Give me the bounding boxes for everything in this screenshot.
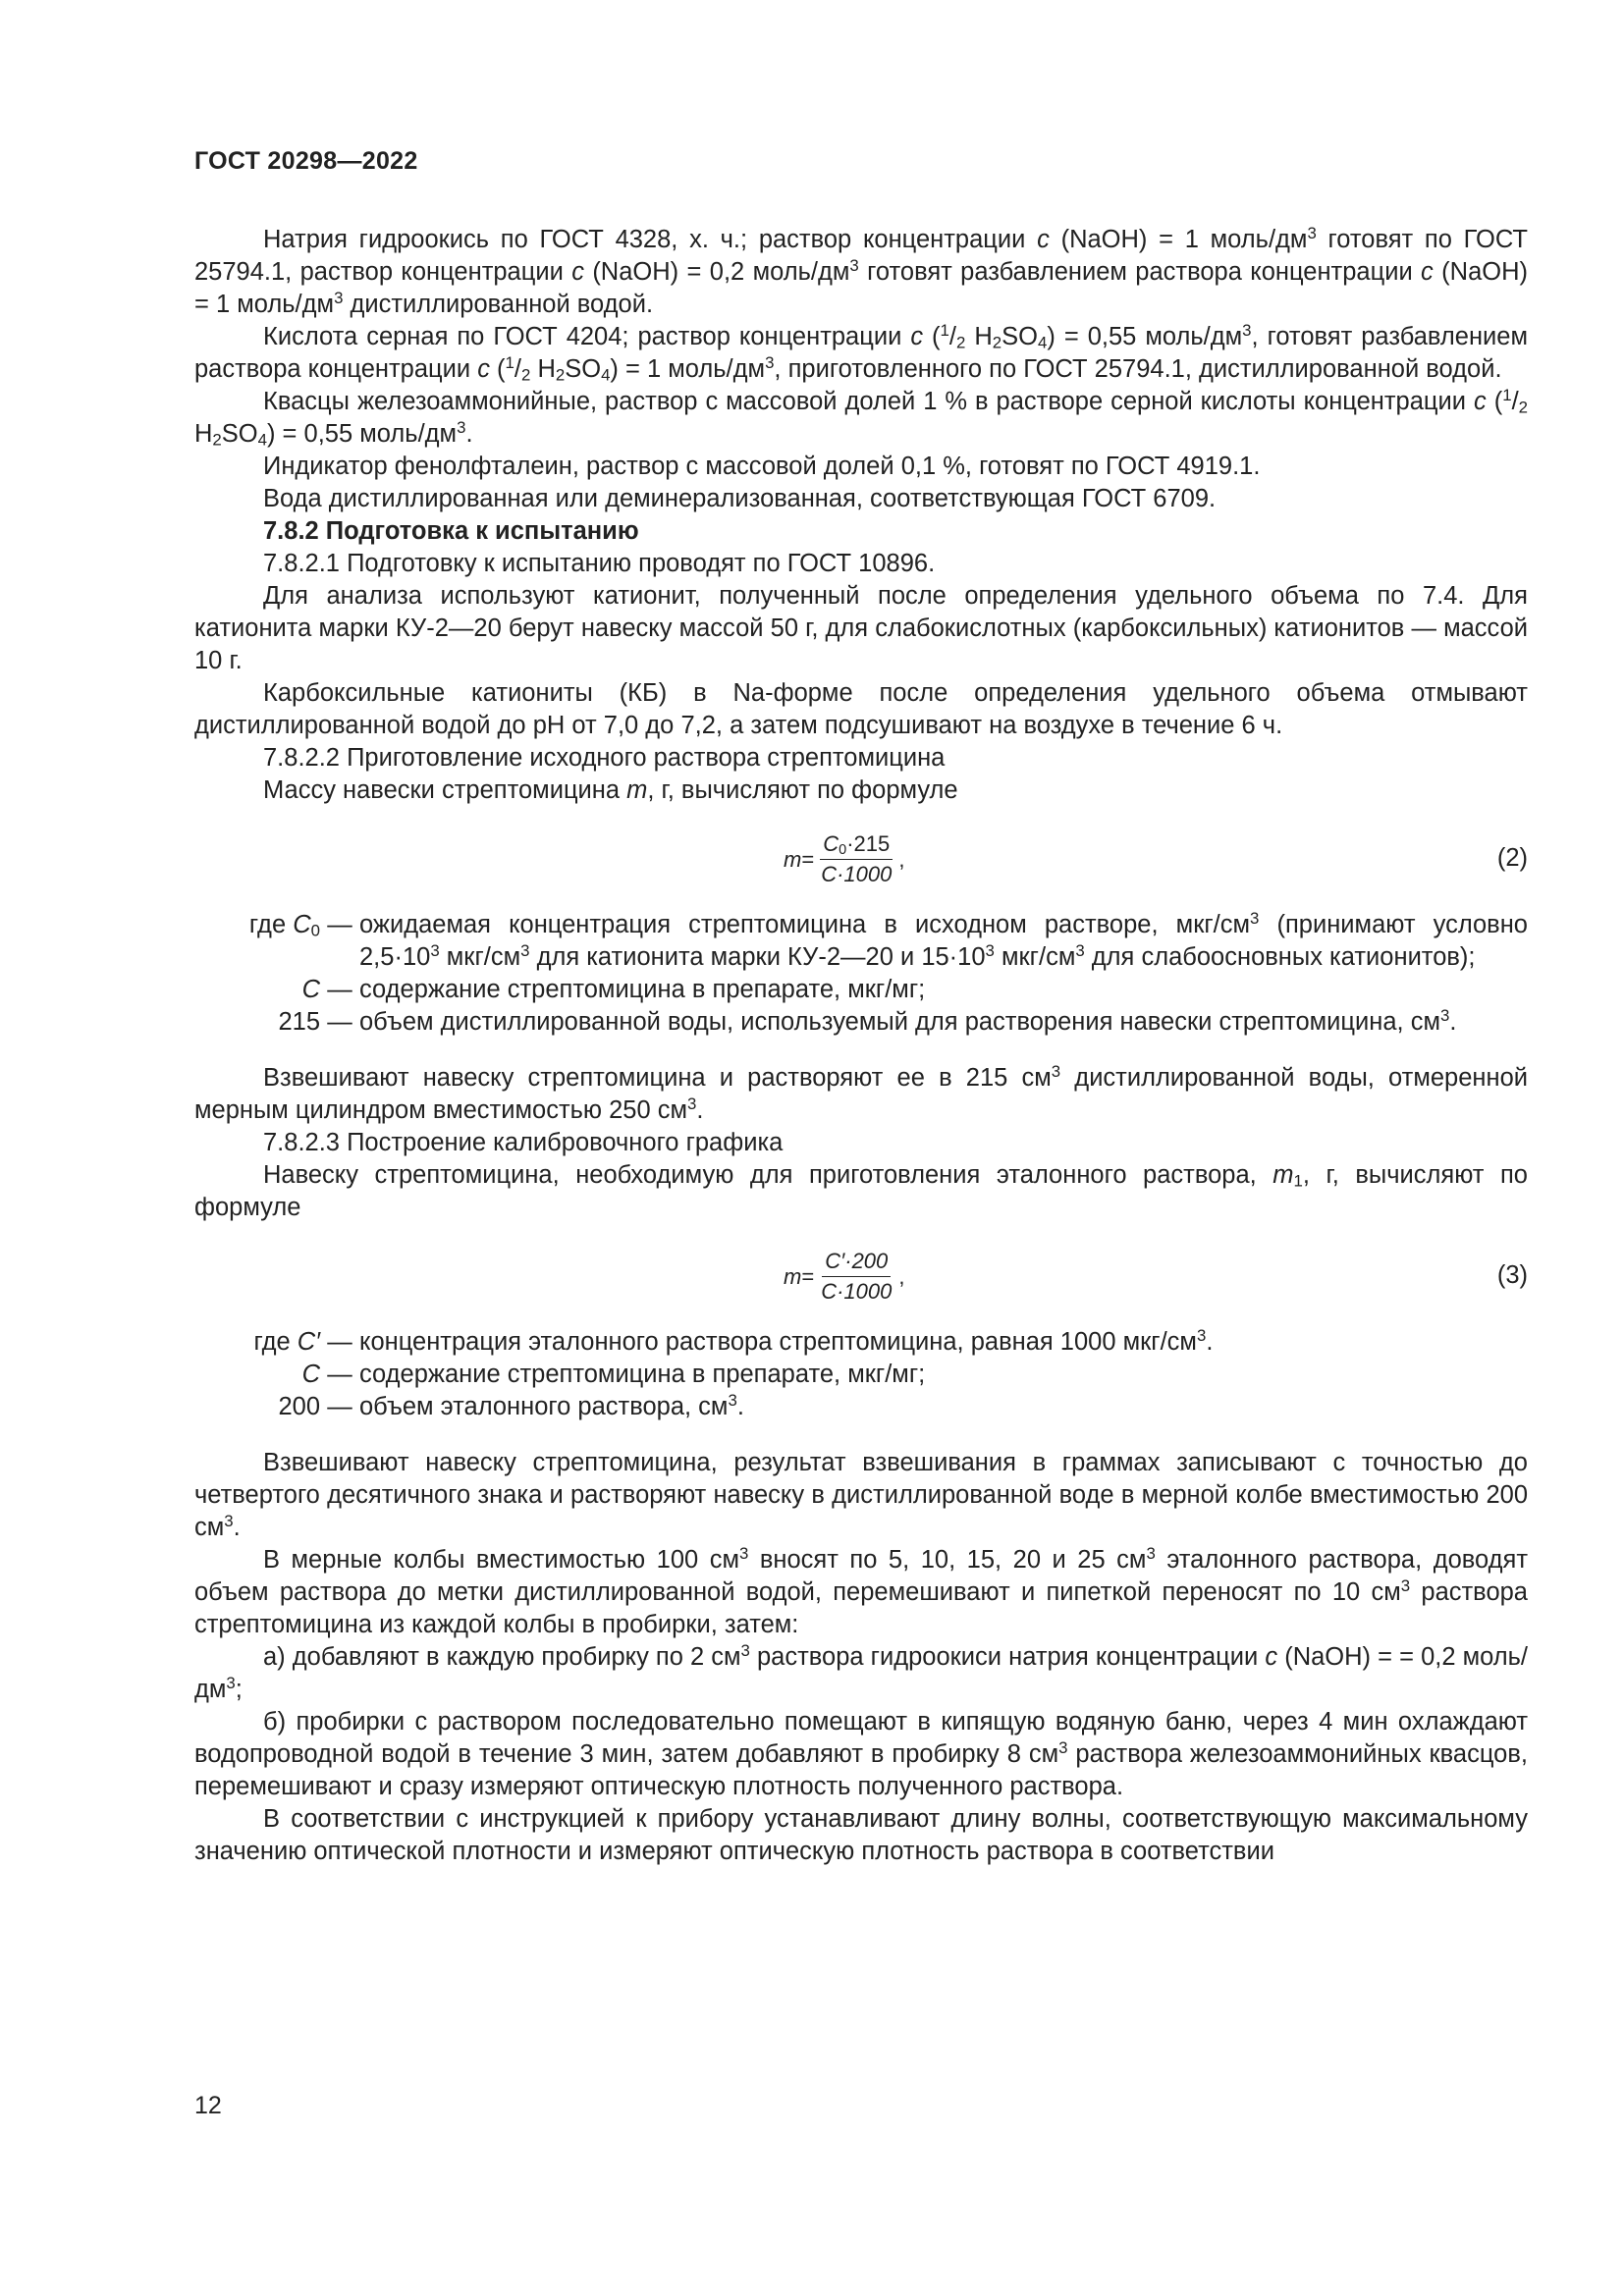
section-heading-7-8-2: 7.8.2 Подготовка к испытанию — [263, 517, 639, 545]
paragraph-etalon-formula-intro: Навеску стрептомицина, необходимую для приготовления эталонного раствора, $m_1$, г, вычисляют по формуле — [194, 1161, 1528, 1221]
document-body — [194, 224, 1528, 1868]
paragraph-water: Вода дистиллированная или деминерализованная, соответствующая ГОСТ 6709. — [263, 485, 1217, 512]
formula-2 — [194, 825, 1528, 893]
formula-3-expression: m = $\frac{C'\cdot 200}{C\cdot 1000}$ , — [784, 1248, 905, 1304]
legend-row-c0: где $C_0$ — ожидаемая концентрация стрептомицина в исходном растворе, мкг/$см^3$ (принимают условно $2,5\cdot 10^3$ мкг/$см^3$ для катионита марки КУ-2—20 и $15\cdot 10^3$ мкг/$см^3$ для слабоосновных катионитов); — [248, 908, 1528, 971]
formula-3 — [194, 1242, 1528, 1310]
paragraph-alum: Квасцы железоаммонийные, раствор с массовой долей 1 % в растворе серной кислоты концентрации с ($^1/_2$ $H_2SO_4) = 0,55$ моль/$дм^3$. — [194, 385, 1529, 450]
legend-row-c: C — содержание стрептомицина в препарате, мкг/мг; — [301, 976, 926, 1003]
paragraph-phenolphthalein: Индикатор фенолфталеин, раствор с массовой долей 0,1 %, готовят по ГОСТ 4919.1. — [263, 453, 1261, 480]
formula-2-legend — [194, 909, 1528, 1039]
paragraph-weigh-record: Взвешивают навеску стрептомицина, результат взвешивания в граммах записывают с точностью до четвертого десятичного знака и растворяют навеску в дистиллированной воде в мерной колбе вместимостью 200 $см^3$. — [194, 1449, 1528, 1541]
page-header-title: ГОСТ 20298—2022 — [194, 147, 418, 175]
formula-3-fraction: $\frac{C'\cdot 200}{C\cdot 1000}$ — [821, 1248, 893, 1304]
paragraph-step-b: б) пробирки с раствором последовательно помещают в кипящую водяную баню, через 4 мин охлаждают водопроводной водой в течение 3 мин, затем добавляют в пробирку 8 $см^3$ раствора железоаммонийных квасцов, перемешивают и сразу измеряют оптическую плотность полученного раствора. — [194, 1708, 1528, 1800]
paragraph-7-8-2-1: 7.8.2.1 Подготовку к испытанию проводят по ГОСТ 10896. — [263, 550, 936, 577]
paragraph-cationite: Для анализа используют катионит, полученный после определения удельного объема по 7.4. Для катионита марки КУ-2—20 берут навеску массой 50 г, для слабокислотных (карбоксильных) катионитов — массой 10 г. — [194, 582, 1528, 674]
paragraph-weigh-dissolve: Взвешивают навеску стрептомицина и растворяют ее в 215 $см^3$ дистиллированной воды, отмеренной мерным цилиндром вместимостью 250 $см^3$. — [194, 1061, 1528, 1124]
legend-row-c-prime: где C′ — концентрация эталонного раствора стрептомицина, равная 1000 мкг/$см^3$. — [253, 1325, 1214, 1356]
paragraph-step-a: а) добавляют в каждую пробирку по 2 $см^3$ раствора гидроокиси натрия концентрации с (NaOH) = = 0,2 моль/$дм^3$; — [194, 1640, 1529, 1703]
paragraph-7-8-2-2: 7.8.2.2 Приготовление исходного раствора стрептомицина — [263, 744, 946, 772]
formula-2-expression: m = $\frac{C_0\cdot 215}{C\cdot 1000}$ , — [784, 830, 905, 886]
formula-2-fraction: $\frac{C_0\cdot 215}{C\cdot 1000}$ — [821, 830, 893, 886]
legend-row-c-2: C — содержание стрептомицина в препарате, мкг/мг; — [301, 1361, 926, 1388]
paragraph-sodium-hydroxide: Натрия гидроокись по ГОСТ 4328, х. ч.; раствор концентрации с (NaOH) = 1 моль/$дм^3$ готовят по ГОСТ 25794.1, раствор концентрации с (NaOH) = 0,2 моль/$дм^3$ готовят разбавлением раствора концентрации с (NaOH) = 1 моль/$дм^3$ дистиллированной водой. — [194, 223, 1528, 318]
paragraph-wavelength: В соответствии с инструкцией к прибору устанавливают длину волны, соответствующую максимальному значению оптической плотности и измеряют оптическую плотность раствора в соответствии — [194, 1805, 1528, 1865]
paragraph-carboxyl-cationites: Карбоксильные катиониты (КБ) в Na-форме после определения удельного объема отмывают дистиллированной водой до pH от 7,0 до 7,2, а затем подсушивают на воздухе в течение 6 ч. — [194, 679, 1528, 739]
formula-2-number: (2) — [1496, 844, 1528, 872]
formula-3-number: (3) — [1496, 1261, 1528, 1289]
paragraph-7-8-2-3: 7.8.2.3 Построение калибровочного графика — [263, 1129, 784, 1156]
paragraph-mass-formula-intro: Массу навески стрептомицина m, г, вычисляют по формуле — [263, 776, 958, 804]
legend-row-215: 215 — объем дистиллированной воды, используемый для растворения навески стрептомицина, $см^3$. — [278, 1005, 1457, 1036]
paragraph-sulfuric-acid: Кислота серная по ГОСТ 4204; раствор концентрации с ($^1/_2$ $H_2SO_4) = 0,55$ моль/$дм^3$, готовят разбавлением раствора концентрации с ($^1/_2$ $H_2SO_4) = 1$ моль/$дм^3$, приготовленного по ГОСТ 25794.1, дистиллированной водой. — [194, 320, 1528, 385]
legend-row-200: 200 — объем эталонного раствора, $см^3$. — [278, 1390, 744, 1420]
formula-3-legend — [194, 1326, 1528, 1423]
paragraph-flasks: В мерные колбы вместимостью 100 $см^3$ вносят по 5, 10, 15, 20 и 25 $см^3$ эталонного раствора, доводят объем раствора до метки дистиллированной водой, перемешивают и пипеткой переносят по 10 $см^3$ раствора стрептомицина из каждой колбы в пробирки, затем: — [194, 1543, 1528, 1638]
page-number: 12 — [194, 2092, 222, 2119]
